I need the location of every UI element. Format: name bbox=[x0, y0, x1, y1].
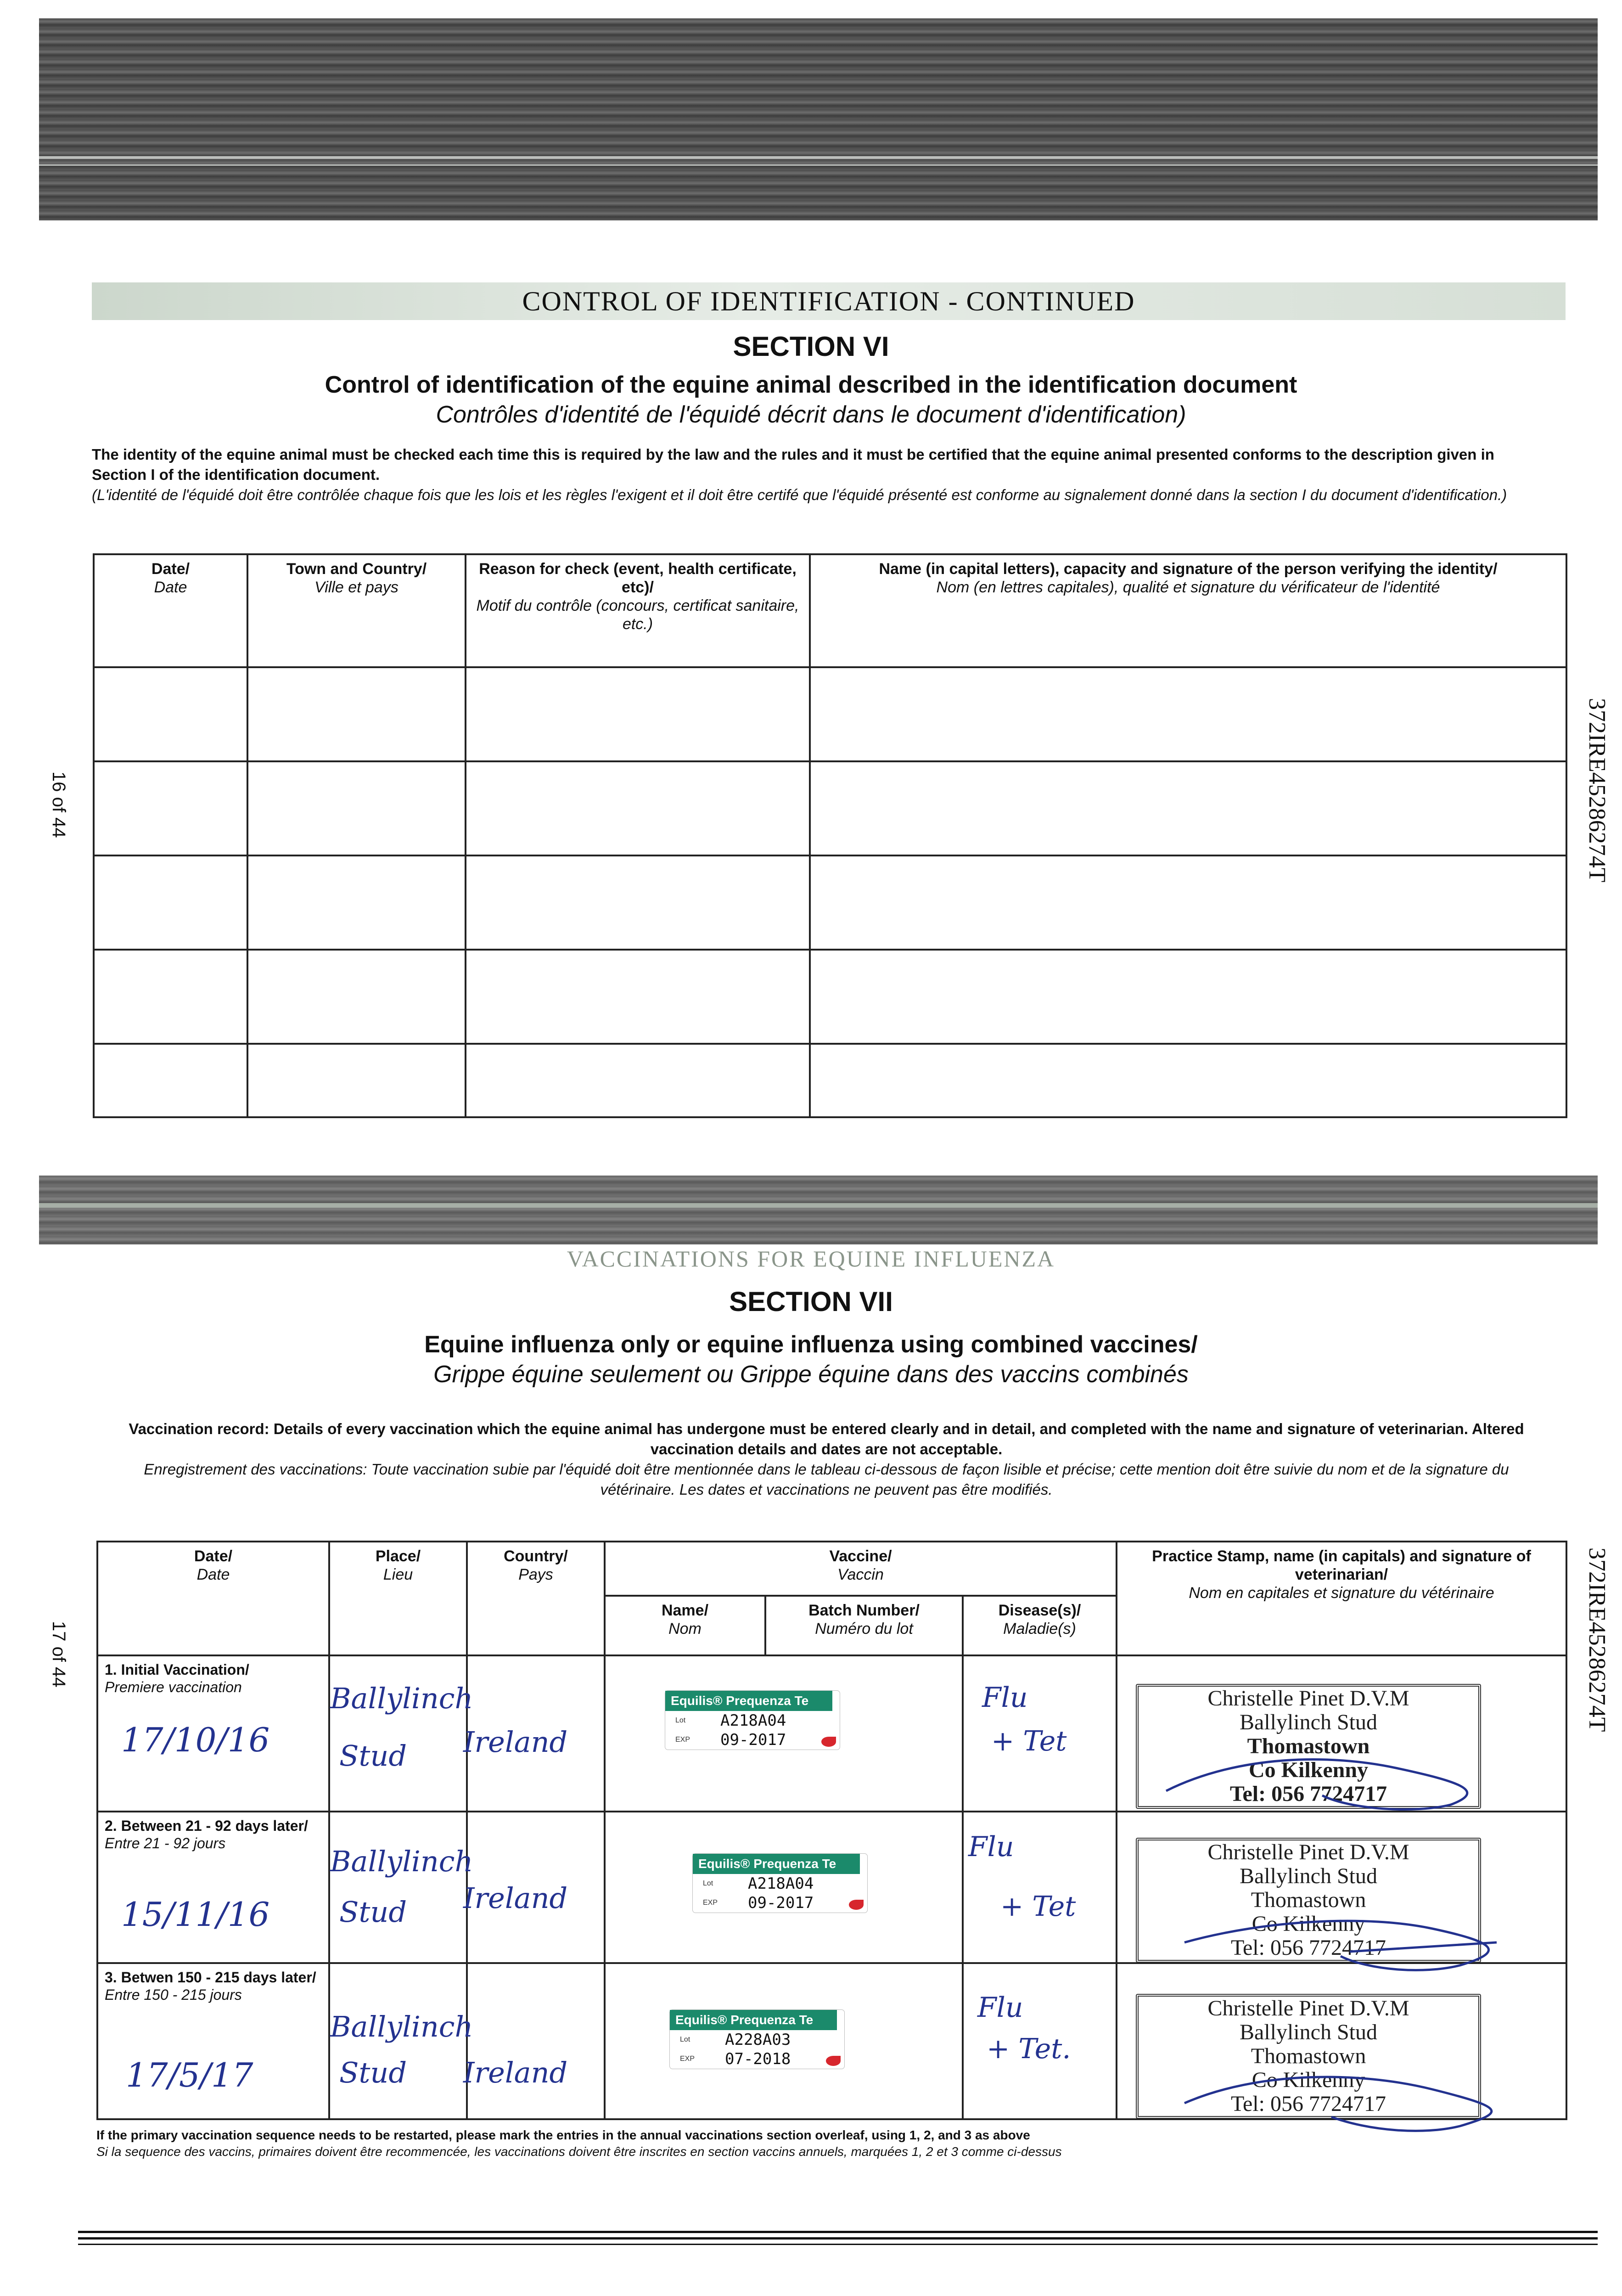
place-line-2: Stud bbox=[339, 1739, 407, 1773]
country-cell bbox=[463, 1963, 605, 2119]
vaccination-date: 17/5/17 bbox=[126, 2056, 253, 2094]
sticker-red-mark bbox=[849, 1900, 864, 1910]
vaccination-date: 15/11/16 bbox=[121, 1895, 270, 1934]
vet-stamp: Christelle Pinet D.V.M Ballylinch Stud Thomastown Co Kilkenny Tel: 056 7724717 bbox=[1136, 1684, 1481, 1809]
vaccine-sticker: Equilis® Prequenza Te Lot A218A04 EXP 09-2017 bbox=[693, 1854, 867, 1913]
section-6-title: Control of identification of the equine animal described in the identification document bbox=[325, 371, 1297, 398]
header-vaccine: Vaccine/ Vaccin bbox=[605, 1542, 1117, 1596]
disease-cell bbox=[963, 1812, 1117, 1963]
vet-stamp: Christelle Pinet D.V.M Ballylinch Stud Thomastown Co Kilkenny Tel: 056 7724717 bbox=[1136, 1994, 1481, 2119]
expiry-date: 09-2017 bbox=[748, 1894, 814, 1912]
vaccine-brand: Equilis® Prequenza Te bbox=[665, 1691, 832, 1711]
section-6-subtitle: Contrôles d'identité de l'équidé décrit dans le document d'identification) bbox=[436, 401, 1186, 428]
vaccine-label-cell bbox=[605, 1812, 963, 1963]
footer-rule bbox=[78, 2244, 1598, 2245]
date-cell: 2. Between 21 - 92 days later/ Entre 21 - 92 jours 15/11/16 bbox=[97, 1812, 329, 1963]
section-7-note bbox=[106, 1419, 1547, 1500]
header-disease: Disease(s)/ Maladie(s) bbox=[963, 1596, 1117, 1655]
sticker-red-mark bbox=[826, 2056, 841, 2066]
section-6-heading: SECTION VI bbox=[733, 331, 889, 362]
section-7-subtitle: Grippe équine seulement ou Grippe équine dans des vaccins combinés bbox=[433, 1361, 1189, 1388]
vaccination-date: 17/10/16 bbox=[121, 1721, 270, 1759]
batch-number: A228A03 bbox=[725, 2031, 791, 2049]
disease-line-2: + Tet bbox=[1000, 1891, 1076, 1923]
table-row bbox=[94, 1044, 1566, 1117]
vaccine-sticker: Equilis® Prequenza Te Lot A228A03 EXP 07-2018 bbox=[670, 2010, 844, 2069]
header-date: Date/ Date bbox=[97, 1542, 329, 1655]
vaccination-header-row bbox=[97, 1542, 1566, 1596]
batch-number: A218A04 bbox=[720, 1711, 786, 1730]
page-number-left-bottom: 17 of 44 bbox=[49, 1621, 69, 1688]
country-text: Ireland bbox=[463, 1725, 568, 1759]
section-7-note-fr: Enregistrement des vaccinations: Toute vaccination subie par l'équidé doit être mentionnée dans le tableau ci-dessous de façon lisible et précise; cette mention doit être suivie du nom et de la signature du vétérinaire. Les dates et vaccinations ne peuvent pas être modifiés. bbox=[144, 1461, 1509, 1498]
vaccine-brand: Equilis® Prequenza Te bbox=[693, 1854, 860, 1874]
footer-rule bbox=[78, 2237, 1598, 2240]
expiry-date: 09-2017 bbox=[720, 1731, 786, 1749]
place-cell bbox=[329, 1963, 473, 2119]
header-verifier: Name (in capital letters), capacity and signature of the person verifying the identity/ Nom (en lettres capitales), qualité et signature du vérificateur de l'identité bbox=[810, 554, 1566, 667]
vet-stamp: Christelle Pinet D.V.M Ballylinch Stud Thomastown Co Kilkenny Tel: 056 7724717 bbox=[1136, 1838, 1481, 1963]
vaccine-label-cell bbox=[605, 1963, 963, 2119]
table-row bbox=[94, 667, 1566, 761]
footer-fr: Si la sequence des vaccins, primaires doivent être recommencée, les vaccinations doivent être inscrites en section vaccins annuels, marquées 1, 2 et 3 comme ci-dessus bbox=[96, 2144, 1062, 2159]
table-row bbox=[94, 761, 1566, 855]
country-text: Ireland bbox=[463, 1881, 568, 1915]
section-banner: CONTROL OF IDENTIFICATION - CONTINUED bbox=[92, 282, 1566, 320]
place-line-2: Stud bbox=[339, 2056, 407, 2089]
country-cell bbox=[463, 1655, 605, 1812]
section-7-note-en: Vaccination record: Details of every vaccination which the equine animal has undergone must be entered clearly and in detail, and completed with the name and signature of veterinarian. Altered vaccination details and dates are not acceptable. bbox=[129, 1420, 1524, 1458]
country-text: Ireland bbox=[463, 2056, 568, 2089]
header-date: Date/ Date bbox=[94, 554, 247, 667]
section-6-note-fr: (L'identité de l'équidé doit être contrôlée chaque fois que les lois et les règles l'exigent et il doit être certifé que l'équidé présenté est conforme au signalement donné dans la section I du document d'identification.) bbox=[92, 486, 1507, 503]
country-cell bbox=[463, 1812, 605, 1963]
place-cell bbox=[329, 1655, 473, 1812]
header-batch: Batch Number/ Numéro du lot bbox=[765, 1596, 963, 1655]
disease-line-1: Flu bbox=[982, 1682, 1028, 1714]
header-place: Place/ Lieu bbox=[329, 1542, 467, 1655]
disease-line-2: + Tet bbox=[991, 1725, 1067, 1757]
section-7-footer bbox=[96, 2127, 1566, 2160]
vet-signature-3 bbox=[1175, 2020, 1524, 2140]
section-6-note bbox=[92, 445, 1547, 505]
page-number-left-top: 16 of 44 bbox=[49, 771, 69, 838]
disease-line-1: Flu bbox=[968, 1831, 1014, 1863]
disease-line-1: Flu bbox=[977, 1992, 1023, 2024]
faded-banner-text: VACCINATIONS FOR EQUINE INFLUENZA bbox=[567, 1246, 1055, 1272]
passport-id-right-bottom: 372IRE45286274T bbox=[1584, 1548, 1610, 1732]
section-6-note-en: The identity of the equine animal must be checked each time this is required by the law and the rules and it must be certified that the equine animal presented conforms to the description given in Section I of the identification document. bbox=[92, 446, 1494, 483]
disease-cell bbox=[963, 1655, 1117, 1812]
place-line-1: Ballylinch bbox=[330, 1682, 473, 1715]
section-7-heading: SECTION VII bbox=[729, 1286, 893, 1317]
vet-signature-2 bbox=[1175, 1864, 1524, 1984]
place-cell bbox=[329, 1812, 473, 1963]
place-line-2: Stud bbox=[339, 1895, 407, 1929]
header-vaccine-name: Name/ Nom bbox=[605, 1596, 765, 1655]
header-reason: Reason for check (event, health certificate, etc)/ Motif du contrôle (concours, certificat sanitaire, etc.) bbox=[466, 554, 810, 667]
place-line-1: Ballylinch bbox=[330, 2010, 473, 2043]
passport-id-right-top: 372IRE45286274T bbox=[1584, 698, 1610, 883]
place-line-1: Ballylinch bbox=[330, 1845, 473, 1878]
date-cell: 1. Initial Vaccination/ Premiere vaccination 17/10/16 bbox=[97, 1655, 329, 1812]
scan-band-top bbox=[39, 18, 1598, 220]
identity-check-table bbox=[93, 553, 1567, 1118]
header-town: Town and Country/ Ville et pays bbox=[247, 554, 466, 667]
disease-line-2: + Tet. bbox=[987, 2033, 1071, 2065]
sticker-red-mark bbox=[821, 1737, 836, 1747]
table-row bbox=[94, 950, 1566, 1044]
date-cell: 3. Betwen 150 - 215 days later/ Entre 150 - 215 jours 17/5/17 bbox=[97, 1963, 329, 2119]
scan-band-middle bbox=[39, 1176, 1598, 1244]
footer-en: If the primary vaccination sequence needs to be restarted, please mark the entries in the annual vaccinations section overleaf, using 1, 2, and 3 as above bbox=[96, 2128, 1030, 2142]
disease-cell bbox=[963, 1963, 1117, 2119]
section-7-title: Equine influenza only or equine influenza using combined vaccines/ bbox=[424, 1331, 1198, 1358]
footer-rule bbox=[78, 2231, 1598, 2233]
expiry-date: 07-2018 bbox=[725, 2050, 791, 2068]
header-country: Country/ Pays bbox=[467, 1542, 605, 1655]
vaccine-brand: Equilis® Prequenza Te bbox=[670, 2010, 837, 2030]
vaccine-label-cell bbox=[605, 1655, 963, 1812]
table-row bbox=[94, 855, 1566, 950]
batch-number: A218A04 bbox=[748, 1874, 814, 1893]
vaccine-sticker: Equilis® Prequenza Te Lot A218A04 EXP 09-2017 bbox=[665, 1691, 840, 1750]
header-stamp: Practice Stamp, name (in capitals) and signature of veterinarian/ Nom en capitales et signature du vétérinaire bbox=[1117, 1542, 1566, 1655]
table-header-row bbox=[94, 554, 1566, 667]
vet-signature-1 bbox=[1157, 1699, 1506, 1818]
